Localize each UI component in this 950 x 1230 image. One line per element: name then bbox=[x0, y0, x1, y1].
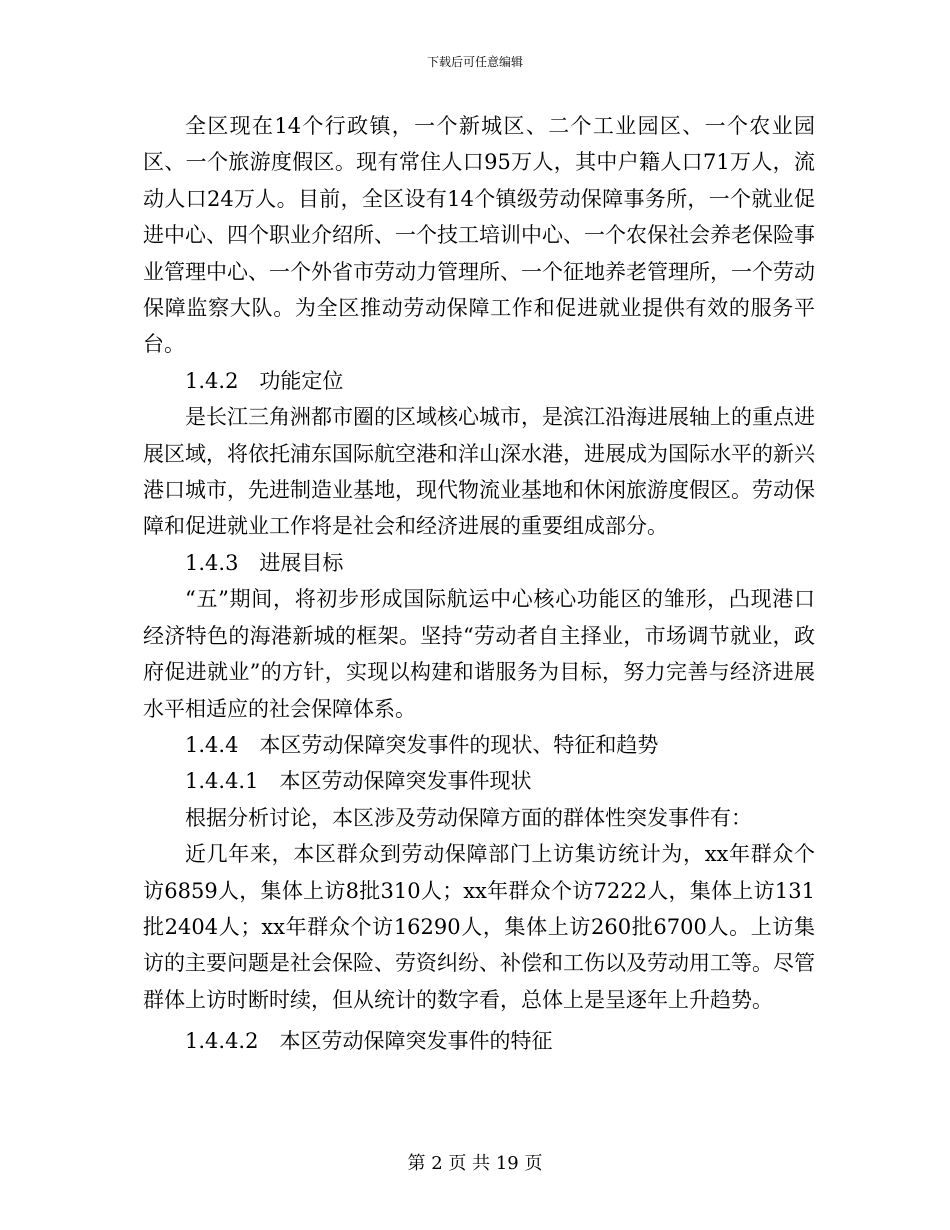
page-number-footer: 第 2 页 共 19 页 bbox=[407, 1153, 543, 1174]
paragraph-development-goals: “五”期间，将初步形成国际航运中心核心功能区的雏形，凸现港口经济特色的海港新城的框架。坚持“劳动者自主择业，市场调节就业，政府促进就业”的方针，实现以构建和谐服务为目标，努力完善与经济进展水平相适应的社会保障体系。 bbox=[143, 587, 815, 721]
paragraph-petition-statistics: 近几年来，本区群众到劳动保障部门上访集访统计为，xx年群众个访6859人，集体上访8批310人；xx年群众个访7222人，集体上访131批2404人；xx年群众个访16290人，集体上访260批6700人。上访集访的主要问题是社会保险、劳资纠纷、补偿和工伤以及劳动用工等。尽管群体上访时断时续，但从统计的数字看，总体上是呈逐年上升趋势。 bbox=[143, 842, 815, 1012]
page-header: 下载后可任意编辑 bbox=[426, 55, 523, 69]
section-heading-1-4-4-2: 1.4.4.2 本区劳动保障突发事件的特征 bbox=[185, 1029, 553, 1054]
paragraph-district-overview: 全区现在14个行政镇，一个新城区、二个工业园区、一个农业园区、一个旅游度假区。现有常住人口95万人，其中户籍人口71万人，流动人口24万人。目前，全区设有14个镇级劳动保障事务所，一个就业促进中心、四个职业介绍所、一个技工培训中心、一个农保社会养老保险事业管理中心、一个外省市劳动力管理所、一个征地养老管理所，一个劳动保障监察大队。为全区推动劳动保障工作和促进就业提供有效的服务平台。 bbox=[143, 114, 815, 357]
paragraph-analysis-intro: 根据分析讨论，本区涉及劳动保障方面的群体性突发事件有： bbox=[185, 805, 752, 830]
section-heading-1-4-3: 1.4.3 进展目标 bbox=[185, 550, 344, 575]
section-heading-1-4-4-1: 1.4.4.1 本区劳动保障突发事件现状 bbox=[185, 769, 532, 794]
document-body bbox=[143, 108, 815, 1060]
paragraph-function-positioning: 是长江三角洲都市圈的区域核心城市，是滨江沿海进展轴上的重点进展区域，将依托浦东国际航空港和洋山深水港，进展成为国际水平的新兴港口城市，先进制造业基地，现代物流业基地和休闲旅游度假区。劳动保障和促进就业工作将是社会和经济进展的重要组成部分。 bbox=[143, 405, 815, 539]
section-heading-1-4-4: 1.4.4 本区劳动保障突发事件的现状、特征和趋势 bbox=[185, 732, 659, 757]
section-heading-1-4-2: 1.4.2 功能定位 bbox=[185, 368, 344, 393]
